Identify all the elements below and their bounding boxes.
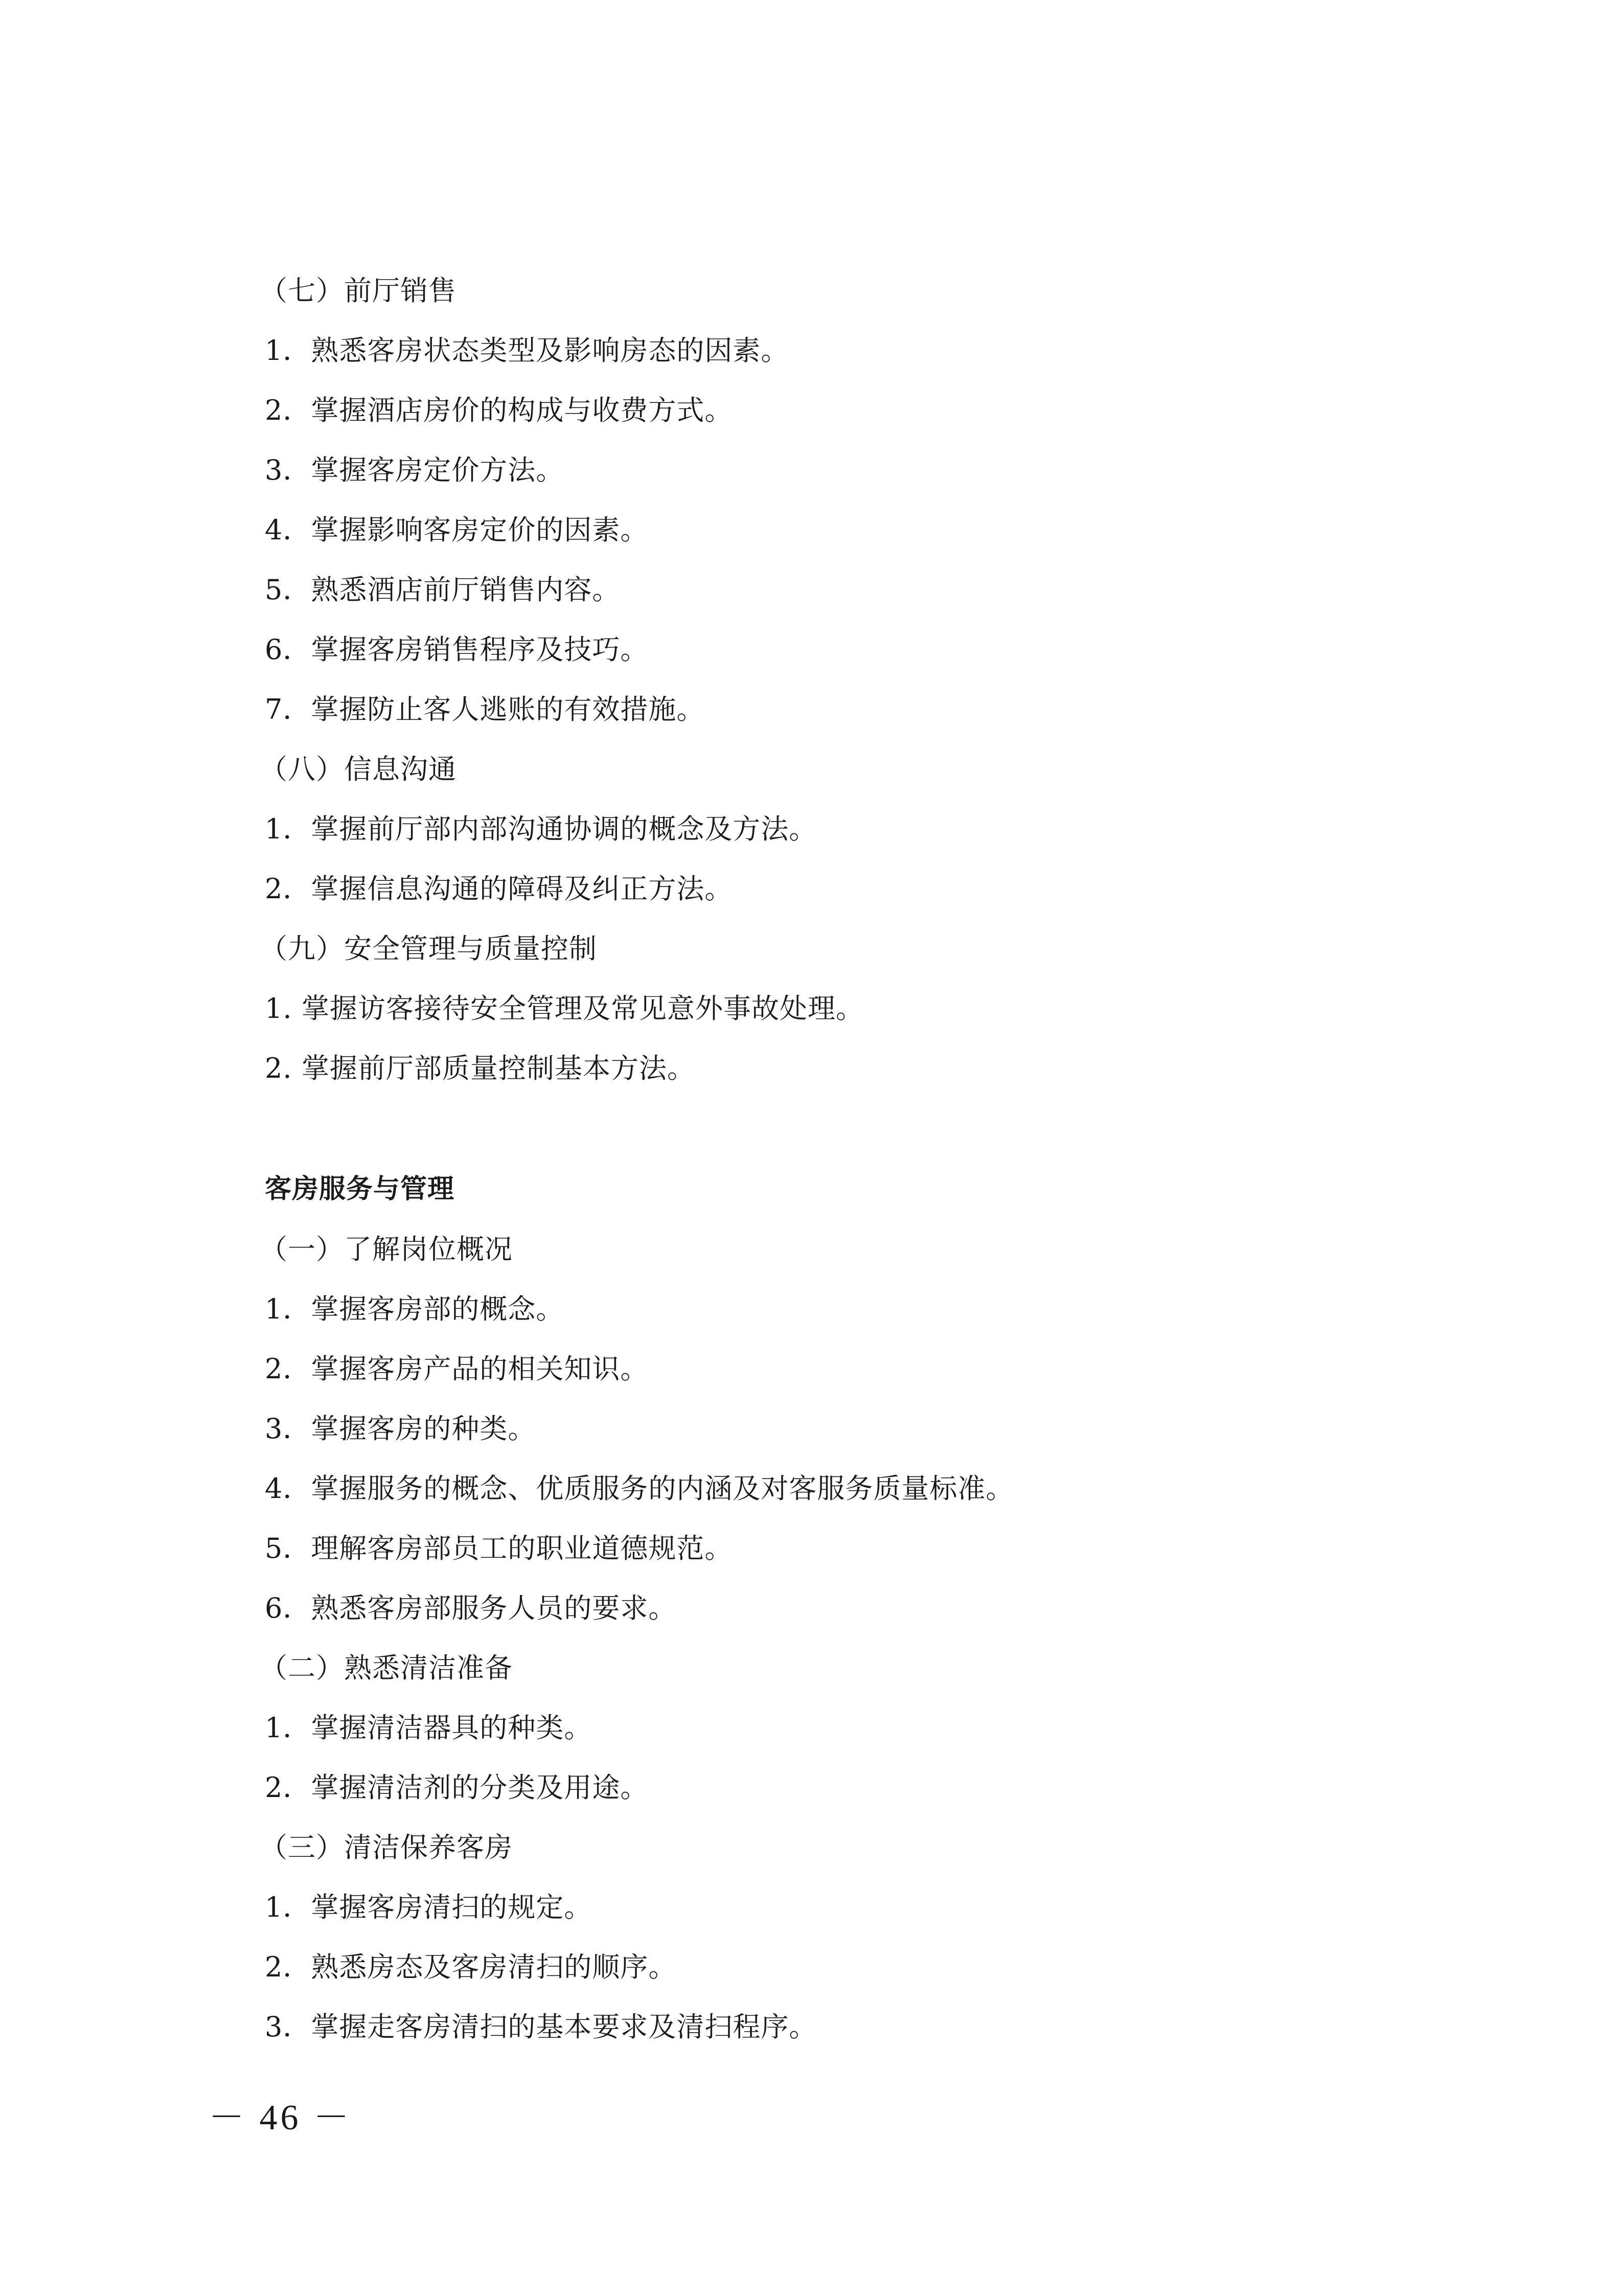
item-text: 掌握防止客人逃账的有效措施。 <box>311 693 705 725</box>
item-number: 2． <box>265 394 311 426</box>
list-item <box>265 1518 1389 1578</box>
item-number: 3． <box>265 2011 311 2043</box>
list-item <box>265 1698 1389 1758</box>
subsection-heading: （七）前厅销售 <box>260 275 456 307</box>
item-text: 掌握客房定价方法。 <box>311 454 564 486</box>
item-number: 5． <box>265 1532 311 1564</box>
list-item <box>265 1937 1389 1997</box>
list-item <box>265 1578 1389 1638</box>
item-number: 1． <box>265 1293 311 1325</box>
list-item <box>265 620 1389 679</box>
item-number: 6． <box>265 633 311 666</box>
document-body <box>260 261 1389 2057</box>
list-item <box>265 380 1389 440</box>
item-text: 掌握访客接待安全管理及常见意外事故处理。 <box>302 992 864 1025</box>
subsection-heading: （八）信息沟通 <box>260 753 456 785</box>
list-item <box>265 1459 1389 1518</box>
section-spacer <box>265 1098 1389 1160</box>
item-text: 掌握客房清扫的规定。 <box>311 1891 592 1923</box>
item-text: 掌握客房部的概念。 <box>311 1293 564 1325</box>
item-text: 掌握服务的概念、优质服务的内涵及对客服务质量标准。 <box>311 1472 1014 1505</box>
list-item <box>265 440 1389 500</box>
list-item <box>265 1279 1389 1339</box>
item-number: 2. <box>265 1052 292 1084</box>
item-number: 1． <box>265 1891 311 1923</box>
page-number: － 46 － <box>209 2098 352 2138</box>
item-number: 3． <box>265 1413 311 1445</box>
list-item <box>265 560 1389 620</box>
item-number: 5． <box>265 574 311 606</box>
list-item <box>265 1399 1389 1459</box>
list-item <box>265 1877 1389 1937</box>
item-text: 掌握客房销售程序及技巧。 <box>311 633 649 666</box>
list-item <box>265 500 1389 560</box>
list-item <box>265 979 1389 1038</box>
list-item <box>265 679 1389 739</box>
item-text: 熟悉酒店前厅销售内容。 <box>311 574 621 606</box>
item-text: 掌握客房的种类。 <box>311 1413 536 1445</box>
list-item <box>265 799 1389 859</box>
item-number: 2． <box>265 1353 311 1385</box>
item-text: 掌握清洁器具的种类。 <box>311 1712 592 1744</box>
item-number: 7． <box>265 693 311 725</box>
subsection-heading: （二）熟悉清洁准备 <box>260 1652 513 1684</box>
subsection-heading: （一）了解岗位概况 <box>260 1233 513 1265</box>
item-text: 熟悉客房部服务人员的要求。 <box>311 1592 677 1624</box>
item-number: 2． <box>265 1771 311 1804</box>
item-text: 理解客房部员工的职业道德规范。 <box>311 1532 733 1564</box>
list-item <box>265 859 1389 919</box>
item-number: 1． <box>265 1712 311 1744</box>
item-text: 掌握清洁剂的分类及用途。 <box>311 1771 649 1804</box>
section-title: 客房服务与管理 <box>265 1174 455 1204</box>
item-text: 掌握信息沟通的障碍及纠正方法。 <box>311 873 733 905</box>
item-text: 熟悉房态及客房清扫的顺序。 <box>311 1951 677 1983</box>
item-text: 掌握酒店房价的构成与收费方式。 <box>311 394 733 426</box>
item-text: 熟悉客房状态类型及影响房态的因素。 <box>311 334 789 367</box>
item-number: 2． <box>265 873 311 905</box>
item-text: 掌握影响客房定价的因素。 <box>311 514 649 546</box>
item-number: 1. <box>265 992 292 1025</box>
item-number: 1． <box>265 813 311 845</box>
item-number: 6． <box>265 1592 311 1624</box>
list-item <box>265 321 1389 380</box>
item-number: 1． <box>265 334 311 367</box>
list-item <box>265 1758 1389 1817</box>
item-text: 掌握前厅部质量控制基本方法。 <box>302 1052 695 1084</box>
item-text: 掌握前厅部内部沟通协调的概念及方法。 <box>311 813 817 845</box>
item-number: 2． <box>265 1951 311 1983</box>
item-number: 3． <box>265 454 311 486</box>
subsection-heading: （九）安全管理与质量控制 <box>260 933 597 965</box>
item-text: 掌握客房产品的相关知识。 <box>311 1353 649 1385</box>
item-text: 掌握走客房清扫的基本要求及清扫程序。 <box>311 2011 817 2043</box>
item-number: 4． <box>265 1472 311 1505</box>
list-item <box>265 1339 1389 1399</box>
list-item <box>265 1997 1389 2057</box>
list-item <box>265 1038 1389 1098</box>
item-number: 4． <box>265 514 311 546</box>
subsection-heading: （三）清洁保养客房 <box>260 1831 513 1863</box>
